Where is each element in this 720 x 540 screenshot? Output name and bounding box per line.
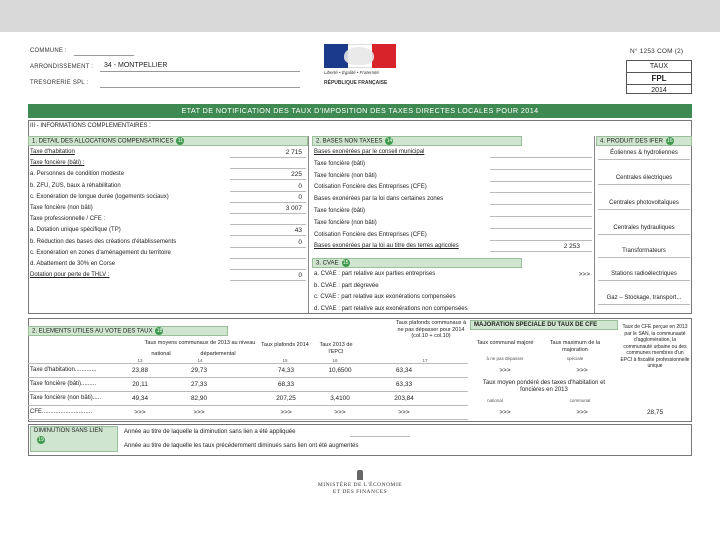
bases-row-label: Taxe foncière (bâti) <box>314 160 366 167</box>
elements-cell: 28,75 <box>647 409 663 416</box>
bases-row-line <box>490 192 592 193</box>
col-taux-communal-sub: à ne pas dépasser <box>486 356 524 361</box>
cvae-row-label: b. CVAE : part dégrevée <box>314 282 379 289</box>
divider-1 <box>308 136 309 314</box>
column-number: 13 <box>137 358 143 363</box>
badge-18: 18 <box>156 328 163 334</box>
detail-row-label: b. ZFU, ZUS, baux à réhabilitation <box>30 182 121 189</box>
ifer-row-line <box>598 159 690 160</box>
ifer-row-label: Stations radioélectriques <box>611 271 677 277</box>
col-taux-max-sub: spéciale <box>566 356 584 361</box>
column-number: 14 <box>197 358 203 363</box>
col-taux-plafonds: Taux plafonds 2014 <box>261 342 309 348</box>
ifer-row-label: Centrales hydrauliques <box>613 225 675 231</box>
tresorerie-line <box>100 87 300 88</box>
elements-row-label: Taxe foncière (bâti)......... <box>30 381 97 387</box>
elements-cell: >>> <box>576 367 588 374</box>
detail-row-label: c. Exonération de longue durée (logements sociaux) <box>30 193 169 200</box>
bases-row-label: Taxe foncière (bâti) <box>314 208 366 214</box>
col-national: national <box>151 351 171 357</box>
ifer-row-line <box>598 209 690 210</box>
weighted-sub-communal: communal <box>569 398 591 403</box>
table-top-line <box>28 363 468 364</box>
section-informations-title: III - INFORMATIONS COMPLEMENTAIRES : <box>30 123 151 129</box>
elements-cell: >>> <box>499 367 511 374</box>
elements-row-line <box>28 405 468 406</box>
detail-row-line <box>230 280 306 281</box>
ministry-line-2: ET DES FINANCES <box>332 489 388 495</box>
bases-row-line <box>490 181 592 182</box>
badge-19: 19 <box>38 437 44 443</box>
elements-cell: >>> <box>134 409 146 416</box>
col-taux-moyens: Taux moyens communaux de 2013 au niveau <box>144 340 256 346</box>
detail-row-line <box>230 157 306 158</box>
bases-row-label: Cotisation Foncière des Entreprises (CFE) <box>314 231 427 238</box>
ifer-row-label: Gaz – Stockage, transport... <box>606 295 682 301</box>
detail-row-value: 0 <box>298 238 302 246</box>
detail-row-value: 2 715 <box>285 149 302 156</box>
diminution-header <box>30 426 118 452</box>
bases-row-line <box>490 251 592 252</box>
elements-cell: >>> <box>334 409 346 416</box>
elements-cell: 68,33 <box>278 381 294 388</box>
elements-cell: 20,11 <box>132 381 148 388</box>
detail-row-label: a. Personnes de condition modeste <box>30 171 125 178</box>
elements-title: 2. ELEMENTS UTILES AU VOTE DES TAUX <box>32 328 153 335</box>
elements-cell: 63,34 <box>396 367 412 374</box>
ministry-line-1: MINISTÈRE DE L'ÉCONOMIE <box>317 482 403 488</box>
detail-row-line <box>230 202 306 203</box>
diminution-line-1-fill <box>350 436 410 437</box>
detail-row-label: c. Exonération en zones d'aménagement du territoire <box>30 249 171 256</box>
detail-row-line <box>230 191 306 192</box>
col-taux-communal-majore: Taux communal majoré <box>476 340 534 346</box>
detail-row-value: 225 <box>291 171 302 179</box>
ifer-row-line <box>598 184 690 185</box>
ifer-row-label: Centrales photovoltaïques <box>609 200 679 206</box>
elements-cell: 23,88 <box>132 367 148 374</box>
detail-row-label: a. Dotation unique spécifique (TP) <box>30 227 121 234</box>
bases-title: 2. BASES NON TAXEES <box>316 138 383 145</box>
badge-11: 11 <box>177 138 184 144</box>
bases-row-label: Bases exonérées par la loi au titre des terres agricoles <box>314 243 459 250</box>
diminution-line-2: Année au titre de laquelle les taux précédemment diminués sans lien ont été augmentés <box>124 443 359 449</box>
elements-row-label: Taxe d'habitation............. <box>30 367 97 373</box>
elements-cell: >>> <box>398 409 410 416</box>
bases-row-line <box>490 169 592 170</box>
badge-14: 14 <box>386 138 393 144</box>
year-label: 2014 <box>651 87 667 94</box>
badge-16: 16 <box>667 138 673 144</box>
cvae-header <box>312 258 522 268</box>
elements-cell: 3,4100 <box>330 395 350 402</box>
column-number: 17 <box>422 358 428 363</box>
bases-row-value: 2 253 <box>563 243 580 251</box>
ifer-row-line <box>598 304 690 305</box>
elements-header <box>28 326 228 336</box>
col-departemental: départemental <box>200 351 236 357</box>
ifer-row-line <box>598 257 690 258</box>
elements-cell: 82,90 <box>191 395 207 402</box>
bases-row-label: Taxe foncière (non bâti) <box>314 172 377 179</box>
bases-row-line <box>490 204 592 205</box>
column-number: 15 <box>282 358 288 363</box>
elements-row-line <box>28 377 468 378</box>
ministry-logo <box>300 482 420 496</box>
detail-row-line <box>230 269 306 270</box>
bases-row-line <box>490 157 592 158</box>
weighted-note: Taux moyen pondéré des taxes d'habitation et foncières en 2013 <box>482 380 606 393</box>
taux-box <box>626 60 692 94</box>
elements-cell: 63,33 <box>396 381 412 388</box>
col-taux-cfe-note: Taux de CFE perçue en 2013 par le SAN, la communauté d'agglomération, la communauté urbaine ou des communes membres d'un EPCI à fiscalité professionnelle unique <box>620 324 690 369</box>
col-taux-plafonds-communaux: Taux plafonds communaux à ne pas dépasser pour 2014 (col.10 + col.10) <box>395 320 466 339</box>
detail-row-value: 3 007 <box>285 205 302 212</box>
col-taux-epci: Taux 2013 de l'EPCI <box>319 342 353 355</box>
detail-row-label: Taxe foncière (non bâti) <box>30 205 93 211</box>
commune-label: COMMUNE : <box>30 48 67 54</box>
elements-cell: 74,33 <box>278 367 294 374</box>
detail-row-line <box>230 168 306 169</box>
detail-row-value: 0 <box>298 272 302 280</box>
form-banner: ETAT DE NOTIFICATION DES TAUX D'IMPOSITION DES TAXES DIRECTES LOCALES POUR 2014 <box>28 104 692 118</box>
top-gray-bar <box>0 0 720 32</box>
elements-row-line <box>28 391 468 392</box>
elements-cell: >>> <box>499 409 511 416</box>
ifer-row-label: Transformateurs <box>622 248 666 254</box>
detail-row-label: Taxe professionnelle / CFE : <box>30 216 106 223</box>
ifer-row-label: Centrales électriques <box>615 175 673 181</box>
form-number: N° 1253 COM (2) <box>630 48 684 55</box>
ifer-title: 4. PRODUIT DES IFER <box>600 138 663 145</box>
cvae-row-label: a. CVAE : part relative aux parties entreprises <box>314 271 436 277</box>
elements-cell: >>> <box>193 409 205 416</box>
bases-row-label: Taxe foncière (non bâti) <box>314 219 377 226</box>
elements-cell: 10,6500 <box>328 367 352 374</box>
ifer-row-line <box>598 234 690 235</box>
majoration-header <box>470 320 618 330</box>
republic-name: RÉPUBLIQUE FRANÇAISE <box>324 80 388 86</box>
fpl-label: FPL <box>627 72 691 85</box>
arrondissement-label: ARRONDISSEMENT : <box>30 64 94 70</box>
elements-cell: >>> <box>576 409 588 416</box>
tresorerie-label: TRESORERIE SPL : <box>30 80 89 86</box>
republic-flag-logo <box>324 44 396 68</box>
detail-row-line <box>230 213 306 214</box>
cvae-row-label: c. CVAE : part relative aux exonérations compensées <box>314 294 456 300</box>
bases-row-line <box>490 216 592 217</box>
col-taux-max: Taux maximum de la majoration <box>549 340 601 353</box>
detail-row-label: Taxe d'habitation <box>30 149 75 155</box>
detail-row-label: b. Réduction des bases des créations d'établissements <box>30 238 177 245</box>
column-number: 16 <box>332 358 338 363</box>
detail-row-line <box>230 224 306 225</box>
bases-header <box>312 136 522 146</box>
arrondissement-value: 34 - MONTPELLIER <box>104 62 168 69</box>
detail-row-value: 0 <box>298 193 302 201</box>
detail-row-value: 0 <box>298 182 302 190</box>
cvae-row-label: d. CVAE : part relative aux exonérations non compensées <box>314 305 468 312</box>
elements-cell: 203,84 <box>394 395 414 402</box>
arrondissement-line <box>100 71 300 72</box>
elements-cell: 49,34 <box>132 395 148 402</box>
elements-cell: 29,73 <box>191 367 207 374</box>
cvae-row-value: >>> <box>578 271 590 278</box>
bases-row-label: Cotisation Foncière des Entreprises (CFE) <box>314 184 427 191</box>
cvae-title: 3. CVAE <box>316 260 339 267</box>
diminution-line-1: Année au titre de laquelle la diminution sans lien a été appliquée <box>124 429 296 435</box>
elements-row-label: Taxe foncière (non bâti)..... <box>30 395 102 401</box>
elements-row-line <box>28 419 468 420</box>
elements-cell: >>> <box>280 409 292 416</box>
taux-label: TAUX <box>649 63 669 70</box>
detail-row-line <box>230 258 306 259</box>
ministry-emblem-icon <box>357 470 363 480</box>
divider-2 <box>594 136 595 314</box>
commune-line <box>74 55 134 56</box>
diminution-title: DIMINUTION SANS LIEN <box>34 428 103 434</box>
elements-cell: 207,25 <box>276 395 296 402</box>
elements-cell: 27,33 <box>191 381 207 388</box>
badge-15: 15 <box>342 260 349 266</box>
republic-motto: Liberté • Égalité • Fraternité <box>324 70 379 75</box>
elements-row-label: CFE.............................. <box>30 409 93 415</box>
ifer-row-label: Éoliennes & hydroliennes <box>610 150 678 156</box>
bases-row-line <box>490 240 592 241</box>
detail-allocations-header <box>28 136 308 146</box>
bases-row-line <box>490 228 592 229</box>
detail-row-label: d. Abattement de 30% en Corse <box>30 261 116 267</box>
detail-row-line <box>230 179 306 180</box>
majoration-title: MAJORATION SPECIALE DU TAUX DE CFE <box>474 322 598 328</box>
ifer-row-line <box>598 280 690 281</box>
ifer-header <box>596 136 692 146</box>
bases-row-label: Bases exonérées par le conseil municipal <box>314 149 425 155</box>
detail-allocations-title: 1. DETAIL DES ALLOCATIONS COMPENSATRICES <box>32 138 174 145</box>
detail-row-value: 43 <box>294 227 302 235</box>
detail-row-label: Dotation pour perte de THLV : <box>30 272 110 279</box>
detail-row-label: Taxe foncière (bâti) : <box>30 160 85 167</box>
bases-row-label: Bases exonérées par la loi dans certaines zones <box>314 196 444 203</box>
detail-row-line <box>230 235 306 236</box>
weighted-sub-national: national <box>487 398 503 403</box>
detail-row-line <box>230 247 306 248</box>
